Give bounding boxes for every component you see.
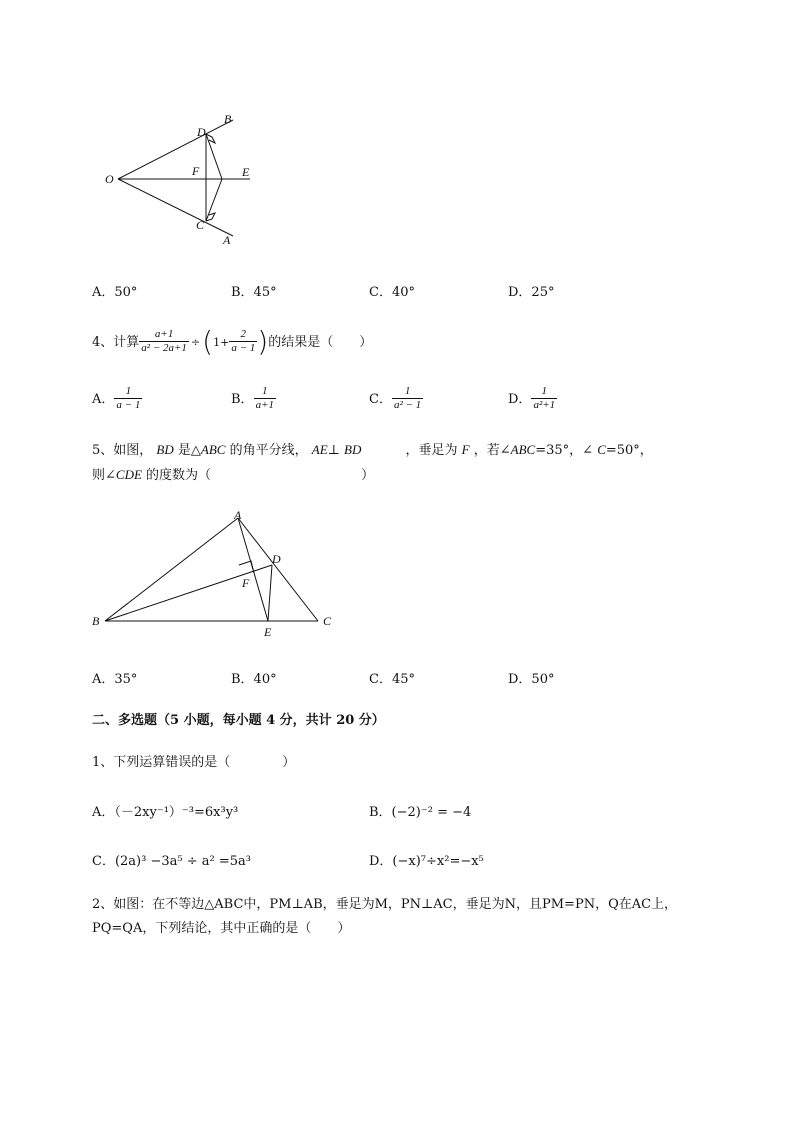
label-f: F: [192, 164, 200, 178]
q4-option-b-num: 1: [262, 385, 268, 398]
q5-text-i: 的度数为（: [146, 468, 212, 483]
q3-option-d: D．25°: [508, 285, 555, 300]
m2-line2: PQ=QA，下列结论，其中正确的是（ ）: [92, 921, 351, 936]
label-b: B: [224, 112, 232, 126]
m1-option-c: C．(2a)³ −3a⁵ ÷ a² =5a³: [92, 854, 251, 869]
q4-option-a: [92, 382, 142, 416]
q4-option-c-letter: C．: [369, 391, 392, 407]
right-angle-mark-f: [239, 561, 254, 573]
q4-tail: 的结果是（ ）: [268, 334, 373, 350]
label-a: A: [223, 233, 231, 247]
q5-option-b: B．40°: [231, 672, 277, 687]
q3-option-a: A．50°: [92, 285, 138, 300]
q3-option-c: C．40°: [369, 285, 415, 300]
q5-line2: [92, 468, 374, 482]
q5-ae: AE: [311, 442, 328, 457]
q5-text-f: =35°，∠: [535, 443, 594, 458]
q5-bd: BD: [156, 442, 174, 457]
q4-option-a-letter: A．: [92, 391, 115, 407]
q4-option-c-den: a² − 1: [393, 399, 422, 411]
q5-text-j: ）: [361, 468, 375, 483]
q4-fraction-inner: [229, 329, 257, 354]
q4-option-c: [369, 382, 423, 416]
q4-left-paren: (: [202, 325, 214, 358]
m1-question: 1、下列运算错误的是（ ）: [92, 755, 296, 770]
q5-option-c: C．45°: [369, 672, 415, 687]
q5-abc: ABC: [200, 442, 226, 457]
q5-text-h: 则∠: [92, 468, 116, 483]
q4-option-c-num: 1: [404, 385, 411, 398]
q5-option-d: D．50°: [508, 672, 555, 687]
q4-inner-numerator: 2: [240, 328, 247, 341]
q4-option-d-fraction: [531, 386, 557, 411]
label-e: E: [264, 625, 272, 639]
label-d: D: [272, 552, 281, 566]
label-d: D: [197, 125, 206, 139]
q4-main-denominator: a² − 2a+1: [141, 342, 187, 354]
q5-option-a: A．35°: [92, 672, 138, 687]
m1-option-d: D．(−x)⁷÷x²=−x⁵: [369, 854, 484, 869]
label-a: A: [234, 508, 242, 522]
m2-line1: 2、如图：在不等边△ABC中，PM⊥AB，垂足为M，PN⊥AC，垂足为N，且PM=PN，Q在AC上，: [92, 897, 678, 912]
q4-inner-denominator: a − 1: [231, 342, 256, 354]
q5-f: F: [461, 442, 470, 457]
segment-de: [268, 565, 272, 621]
bisector-bd: [105, 565, 272, 621]
q5-perp: ⊥: [327, 443, 340, 458]
q4-main-numerator: a+1: [154, 328, 174, 341]
label-o: O: [105, 172, 114, 186]
q4-fraction-main: [139, 329, 189, 354]
section-heading: 二、多选题（5 小题，每小题 4 分，共计 20 分）: [92, 713, 385, 728]
side-ac: [238, 518, 318, 621]
q5-abc2: ABC: [510, 442, 536, 457]
q5-text-d: ，垂足为: [405, 443, 458, 458]
q5-line1: [92, 443, 653, 457]
ray-ob: [118, 120, 233, 179]
label-c: C: [323, 614, 332, 628]
q4-option-b: [231, 382, 276, 416]
q5-c: C: [597, 442, 606, 457]
q5-text-b: 是△: [177, 443, 201, 458]
q5-text-c: 的角平分线，: [229, 443, 308, 458]
q4-option-d-letter: D．: [508, 391, 532, 407]
q5-bd2: BD: [344, 442, 362, 457]
label-e: E: [242, 165, 250, 179]
m1-option-b: B．(−2)⁻² = −4: [369, 805, 472, 820]
q4-option-d-num: 1: [541, 385, 548, 398]
m1-option-a: A．（－2xy⁻¹）⁻³=6x³y³: [92, 805, 239, 820]
q4-divide-sign: ÷: [190, 335, 201, 349]
q4-number: 4、计算: [92, 334, 140, 350]
label-f: F: [242, 576, 250, 590]
q5-cde: CDE: [115, 467, 142, 482]
ray-oa: [118, 179, 233, 236]
q4-option-b-den: a+1: [255, 399, 274, 411]
q4-option-a-fraction: [114, 386, 142, 411]
q4-option-b-fraction: [254, 386, 276, 411]
q4-right-paren: ): [257, 325, 269, 358]
q4-option-a-den: a − 1: [116, 399, 141, 411]
q5-text-e: ，若∠: [473, 443, 511, 458]
q4-option-a-num: 1: [125, 385, 132, 398]
q5-text-a: 5、如图，: [92, 443, 153, 458]
triangle-figure: [88, 506, 343, 646]
q4-option-c-fraction: [392, 386, 423, 411]
side-ba: [105, 518, 238, 621]
q3-option-b: B．45°: [231, 285, 277, 300]
q4-option-b-letter: B．: [231, 391, 254, 407]
q4-one-plus: 1+: [213, 335, 230, 349]
q5-text-g: =50°，: [605, 443, 653, 458]
label-b: B: [92, 614, 100, 628]
angle-bisector-figure: [100, 108, 270, 248]
label-c: C: [196, 218, 205, 232]
q4-option-d-den: a²+1: [533, 399, 556, 411]
q4-option-d: [508, 382, 557, 416]
q4-stem: [92, 324, 372, 360]
